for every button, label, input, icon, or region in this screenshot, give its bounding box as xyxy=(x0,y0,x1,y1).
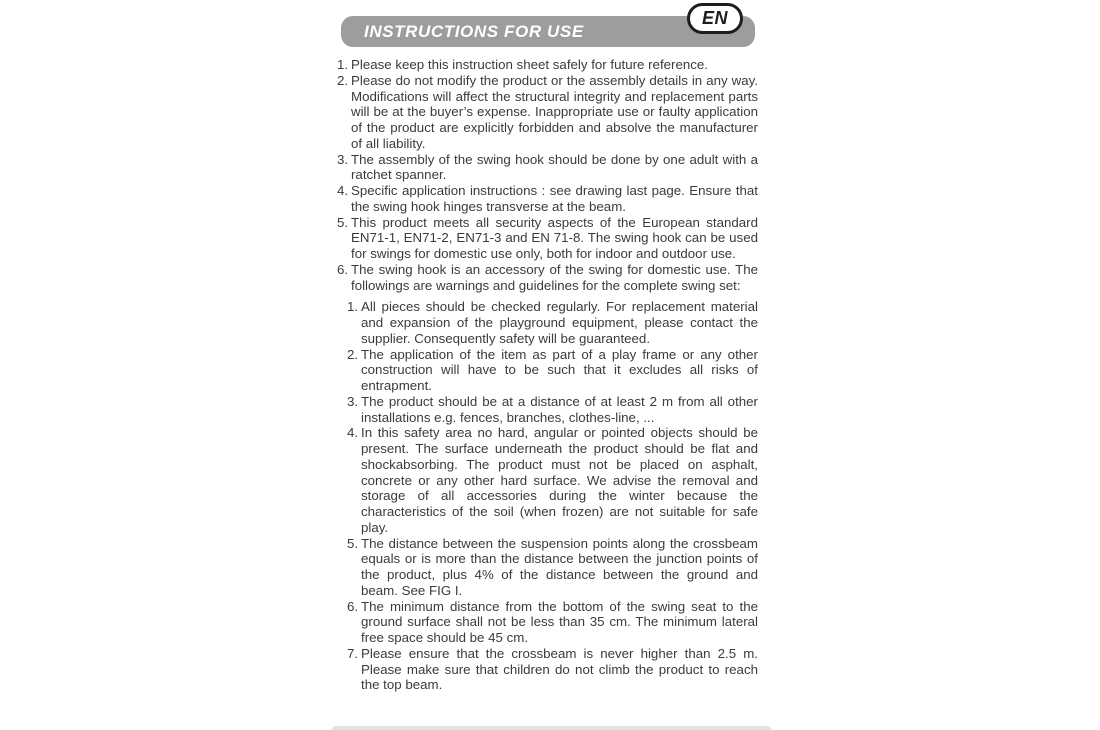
guideline-item-4 xyxy=(347,425,758,535)
item-number: 5. xyxy=(337,214,349,230)
instruction-item-1 xyxy=(337,57,758,73)
item-text: All pieces should be checked regularly. For replacement material and expansion of the playground equipment, please contact the supplier. Consequently safety will be guaranteed. xyxy=(361,299,758,346)
item-text: The assembly of the swing hook should be done by one adult with a ratchet spanner. xyxy=(351,151,758,183)
language-badge: EN xyxy=(687,3,743,34)
item-text: The product should be at a distance of at least 2 m from all other installations e.g. fences, branches, clothes-line, ... xyxy=(361,393,758,425)
next-section-bar-edge xyxy=(331,726,772,730)
item-text: Please do not modify the product or the assembly details in any way. Modifications will affect the structural integrity and replacement parts will be at the buyer’s expense. Inappropriate use or faulty application of the product are explicitly forbidden and absolve the manufacturer of all liability. xyxy=(351,72,758,151)
item-text: The minimum distance from the bottom of the swing seat to the ground surface shall not be less than 35 cm. The minimum lateral free space should be 45 cm. xyxy=(361,598,758,645)
item-number: 3. xyxy=(347,393,359,409)
instruction-item-3 xyxy=(337,152,758,184)
page-title: INSTRUCTIONS FOR USE xyxy=(364,21,584,41)
item-text: This product meets all security aspects of the European standard EN71-1, EN71-2, EN71-3 and EN 71-8. The swing hook can be used for swings for domestic use only, both for indoor and outdoor use. xyxy=(351,214,758,261)
item-text: The application of the item as part of a play frame or any other construction will have to be such that it excludes all risks of entrapment. xyxy=(361,346,758,393)
instruction-item-5 xyxy=(337,215,758,262)
instruction-item-2 xyxy=(337,73,758,152)
item-number: 4. xyxy=(347,425,359,441)
instructions-content xyxy=(337,57,758,693)
guideline-item-3 xyxy=(347,394,758,426)
item-text: The swing hook is an accessory of the swing for domestic use. The followings are warnings and guidelines for the complete swing set: xyxy=(351,261,758,293)
instruction-item-4 xyxy=(337,183,758,215)
item-number: 5. xyxy=(347,535,359,551)
guideline-item-7 xyxy=(347,646,758,693)
item-number: 6. xyxy=(347,598,359,614)
instruction-item-6 xyxy=(337,262,758,294)
guideline-item-5 xyxy=(347,536,758,599)
item-text: The distance between the suspension points along the crossbeam equals or is more than the distance between the junction points of the product, plus 4% of the distance between the ground and beam. See FIG I. xyxy=(361,535,758,598)
item-number: 7. xyxy=(347,645,359,661)
item-number: 1. xyxy=(337,57,349,72)
item-number: 2. xyxy=(337,72,349,88)
guideline-item-2 xyxy=(347,347,758,394)
guideline-item-6 xyxy=(347,599,758,646)
main-instructions-list xyxy=(337,57,758,293)
item-text: Specific application instructions : see drawing last page. Ensure that the swing hook hinges transverse at the beam. xyxy=(351,183,758,214)
guideline-item-1 xyxy=(347,299,758,346)
item-number: 3. xyxy=(337,151,349,167)
item-number: 4. xyxy=(337,183,349,198)
item-number: 1. xyxy=(347,299,359,315)
swing-set-guidelines-list xyxy=(347,299,758,693)
item-text: Please ensure that the crossbeam is never higher than 2.5 m. Please make sure that children do not climb the product to reach the top beam. xyxy=(361,645,758,693)
item-text: In this safety area no hard, angular or pointed objects should be present. The surface underneath the product should be flat and shockabsorbing. The product must not be placed on asphalt, concrete or any other hard surface. We advise the removal and storage of all accessories during the winter because the characteristics of the soil (when frozen) are not suitable for safe play. xyxy=(361,425,758,535)
item-text: Please keep this instruction sheet safely for future reference. xyxy=(351,57,708,72)
item-number: 2. xyxy=(347,346,359,362)
item-number: 6. xyxy=(337,261,349,277)
